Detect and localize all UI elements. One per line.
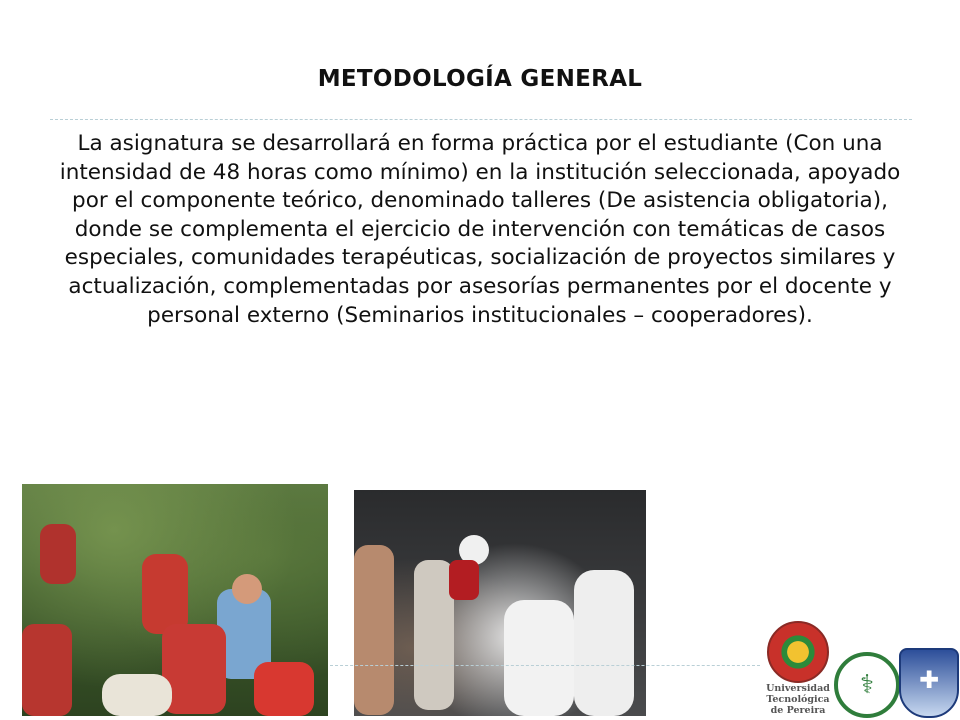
title-divider <box>50 119 912 120</box>
fieldwork-mangrove-photo <box>22 484 328 716</box>
footer-divider <box>330 665 760 666</box>
university-name-line1: Universidad <box>766 683 830 694</box>
medical-cross-icon: ✚ <box>918 665 940 694</box>
slide-body-text: La asignatura se desarrollará en forma práctica por el estudiante (Con una intensidad de 48 horas como mínimo) en la institución seleccionada, apoyado por el componente teórico, denominado talleres (De asistencia obligatoria), donde se complementa el ejercicio de intervención con temáticas de casos especiales, comunidades terapéuticas, socialización de proyectos similares y actualización, complementadas por asesorías permanentes por el docente y personal externo (Seminarios institucionales – cooperadores). <box>59 131 901 328</box>
university-name-text <box>762 683 834 716</box>
caduceus-icon: ⚕ <box>859 670 875 700</box>
university-name-line2: Tecnológica <box>766 694 830 705</box>
community-event-photo <box>354 490 646 716</box>
slide-title: METODOLOGÍA GENERAL <box>317 66 643 92</box>
university-seal-logo <box>767 621 829 683</box>
faculty-shield-logo <box>899 648 959 718</box>
university-name-line3: de Pereira <box>770 705 826 716</box>
health-program-logo <box>834 652 900 718</box>
